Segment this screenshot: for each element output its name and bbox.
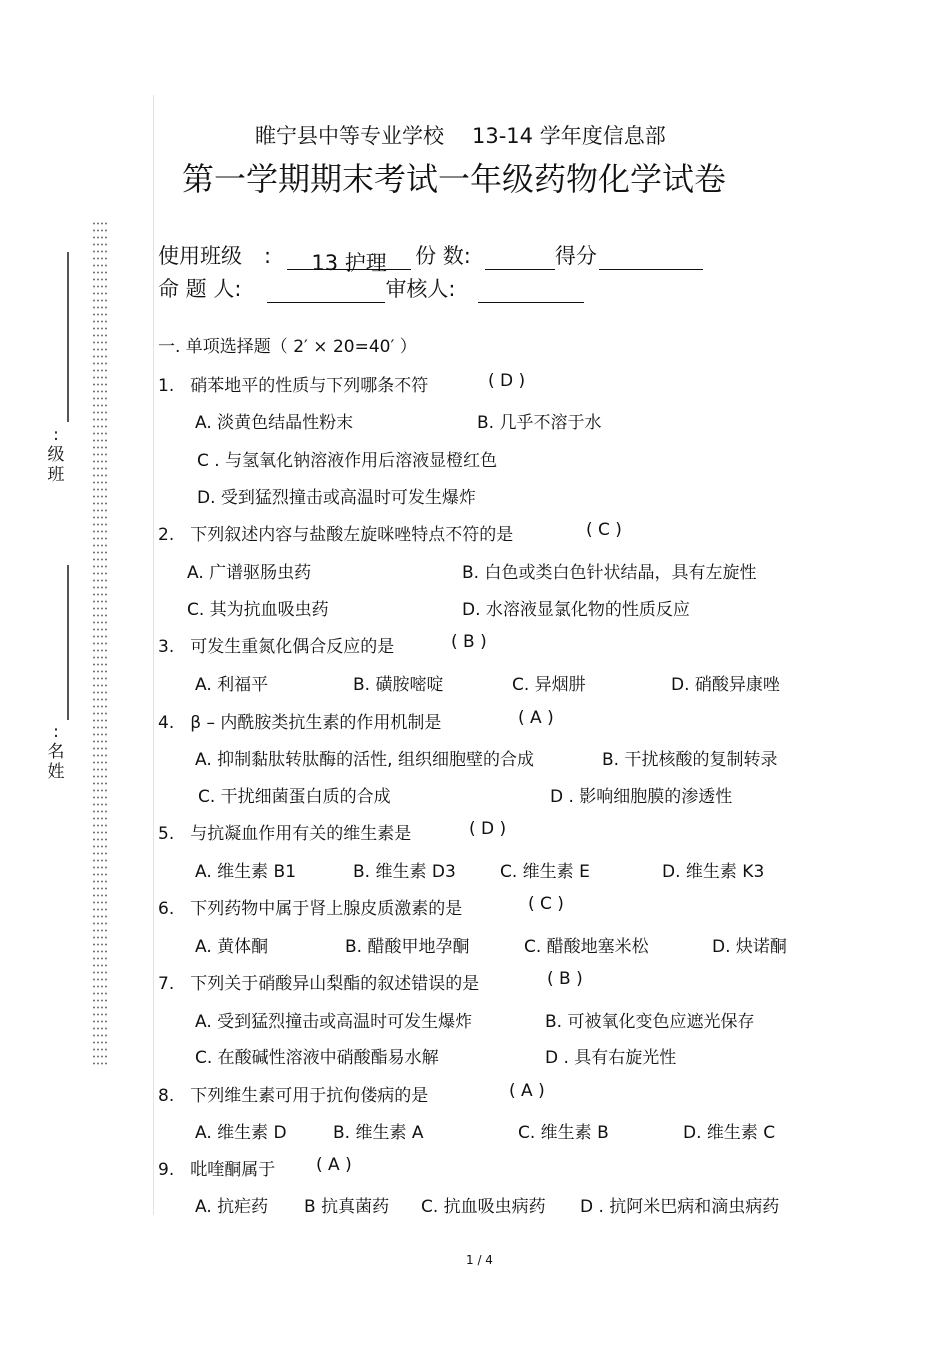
q4-option-c: C. 干扰细菌蛋白质的合成	[198, 787, 391, 807]
exam-title: 第一学期期末考试一年级药物化学试卷	[182, 160, 727, 198]
q2-option-d: D. 水溶液显氯化物的性质反应	[462, 600, 690, 620]
q8-option-c: C. 维生素 B	[518, 1123, 609, 1143]
margin-line-top	[67, 252, 69, 422]
answer-7: ( B )	[547, 969, 583, 989]
q9-option-c: C. 抗血吸虫病药	[421, 1197, 546, 1217]
q6-option-b: B. 醋酸甲地孕酮	[345, 937, 470, 957]
q5-option-d: D. 维生素 K3	[662, 862, 765, 882]
q7-option-c: C. 在酸碱性溶液中硝酸酯易水解	[195, 1048, 439, 1068]
question-7: 7. 下列关于硝酸异山梨酯的叙述错误的是	[158, 974, 480, 994]
section-title: 一. 单项选择题（ 2′ × 20=40′ ）	[158, 337, 417, 357]
question-6: 6. 下列药物中属于肾上腺皮质激素的是	[158, 899, 463, 919]
score-field[interactable]	[599, 247, 703, 270]
binding-dotted-line	[92, 220, 108, 1065]
q4-option-a: A. 抑制黏肽转肽酶的活性, 组织细胞壁的合成	[195, 750, 534, 770]
q4-option-b: B. 干扰核酸的复制转录	[602, 750, 778, 770]
q9-option-a: A. 抗疟药	[195, 1197, 269, 1217]
question-1: 1. 硝苯地平的性质与下列哪条不符	[158, 376, 429, 396]
author-field[interactable]	[267, 280, 385, 303]
reviewer-field[interactable]	[478, 280, 584, 303]
q5-option-b: B. 维生素 D3	[353, 862, 456, 882]
q4-option-d: D . 影响细胞膜的渗透性	[550, 787, 733, 807]
q6-option-c: C. 醋酸地塞米松	[524, 937, 649, 957]
q3-option-b: B. 磺胺嘧啶	[353, 675, 444, 695]
question-8: 8. 下列维生素可用于抗佝偻病的是	[158, 1086, 429, 1106]
q5-option-c: C. 维生素 E	[500, 862, 590, 882]
q7-option-b: B. 可被氧化变色应遮光保存	[545, 1012, 755, 1032]
copies-field[interactable]	[485, 247, 555, 270]
q9-option-b: B 抗真菌药	[304, 1197, 390, 1217]
school-line: 睢宁县中等专业学校 13-14 学年度信息部	[255, 124, 666, 148]
class-label-vertical: : 级 班	[47, 425, 65, 485]
q1-option-d: D. 受到猛烈撞击或高温时可发生爆炸	[197, 488, 476, 508]
q2-option-b: B. 白色或类白色针状结晶，具有左旋性	[462, 563, 757, 583]
answer-2: ( C )	[586, 520, 622, 540]
question-5: 5. 与抗凝血作用有关的维生素是	[158, 824, 412, 844]
q2-option-a: A. 广谱驱肠虫药	[187, 563, 312, 583]
q7-option-a: A. 受到猛烈撞击或高温时可发生爆炸	[195, 1012, 473, 1032]
q1-option-a: A. 淡黄色结晶性粉末	[195, 413, 354, 433]
q1-option-b: B. 几乎不溶于水	[477, 413, 602, 433]
q9-option-d: D . 抗阿米巴病和滴虫病药	[580, 1197, 780, 1217]
answer-6: ( C )	[528, 894, 564, 914]
q8-option-b: B. 维生素 A	[333, 1123, 424, 1143]
answer-1: ( D )	[488, 371, 526, 391]
page-number: 1 / 4	[466, 1253, 493, 1267]
margin-line-bottom	[67, 565, 69, 720]
q3-option-d: D. 硝酸异康唑	[671, 675, 780, 695]
q8-option-d: D. 维生素 C	[683, 1123, 776, 1143]
answer-9: ( A )	[316, 1155, 352, 1175]
question-4: 4. β – 内酰胺类抗生素的作用机制是	[158, 713, 442, 733]
question-2: 2. 下列叙述内容与盐酸左旋咪唑特点不符的是	[158, 525, 514, 545]
question-3: 3. 可发生重氮化偶合反应的是	[158, 637, 395, 657]
answer-8: ( A )	[509, 1081, 545, 1101]
q3-option-c: C. 异烟肼	[512, 675, 586, 695]
q8-option-a: A. 维生素 D	[195, 1123, 287, 1143]
info-line-2: 命 题 人: 审核人:	[158, 273, 584, 303]
q3-option-a: A. 利福平	[195, 675, 269, 695]
q1-option-c: C . 与氢氧化钠溶液作用后溶液显橙红色	[197, 451, 498, 471]
q6-option-d: D. 炔诺酮	[712, 937, 787, 957]
q6-option-a: A. 黄体酮	[195, 937, 269, 957]
name-label-vertical: : 名 姓	[47, 722, 65, 782]
answer-4: ( A )	[518, 708, 554, 728]
answer-3: ( B )	[451, 632, 487, 652]
question-9: 9. 吡喹酮属于	[158, 1160, 276, 1180]
info-line-1: 使用班级 : 13 护理 份 数: 得分	[158, 240, 703, 270]
answer-5: ( D )	[469, 819, 507, 839]
class-field[interactable]: 13 护理	[287, 247, 411, 270]
q7-option-d: D . 具有右旋光性	[545, 1048, 677, 1068]
q2-option-c: C. 其为抗血吸虫药	[187, 600, 329, 620]
q5-option-a: A. 维生素 B1	[195, 862, 297, 882]
page-left-rule	[153, 95, 154, 1215]
